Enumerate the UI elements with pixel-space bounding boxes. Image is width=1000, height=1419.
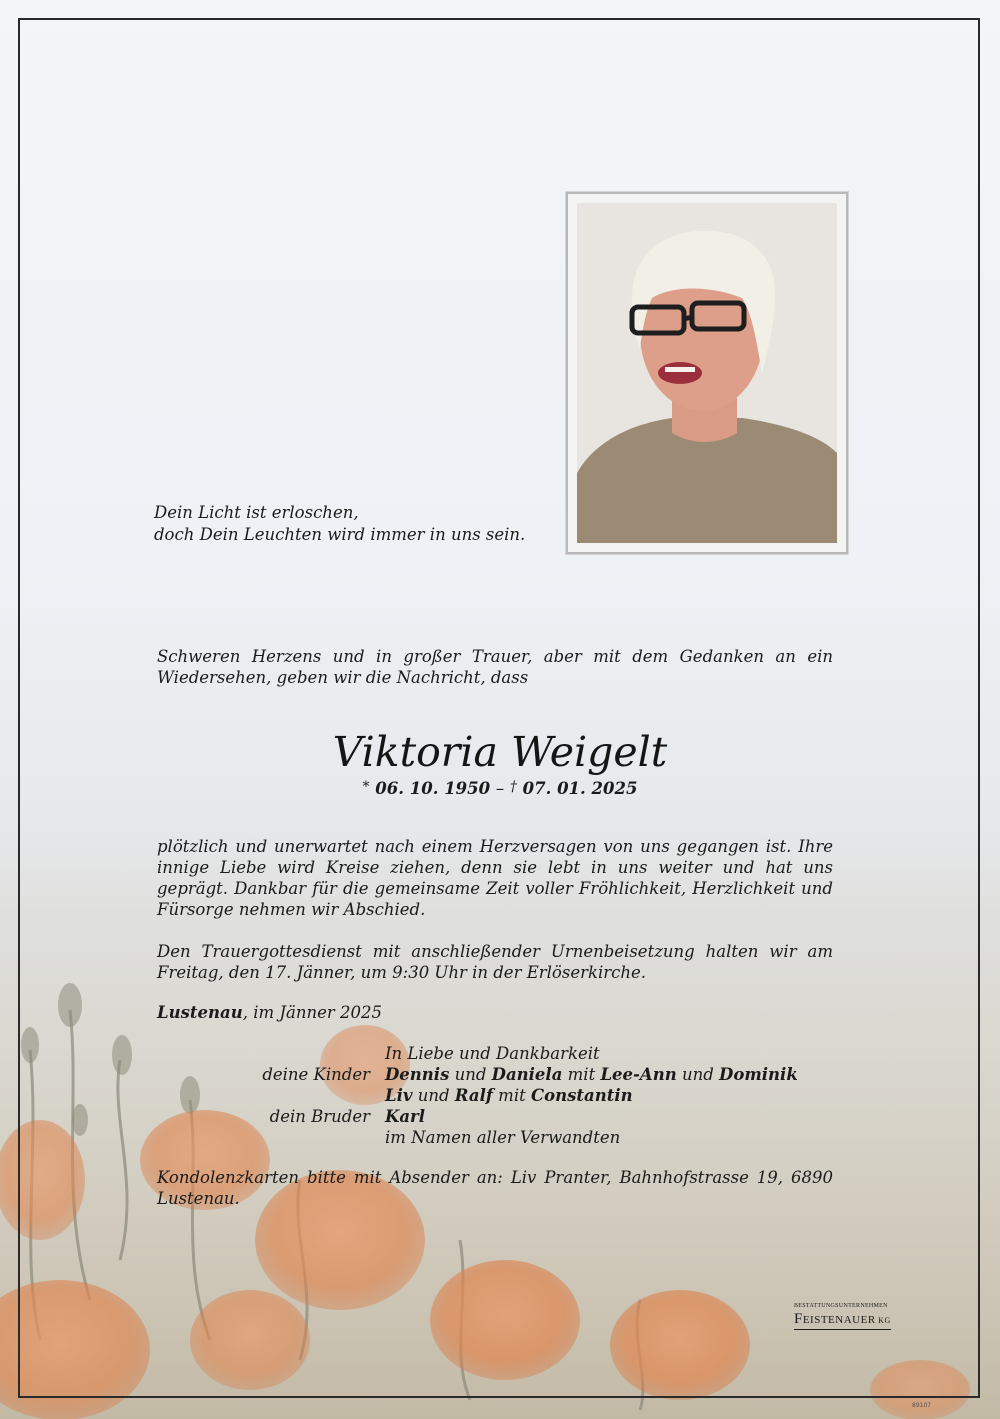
place-date-text: , im Jänner 2025 [242, 1003, 382, 1022]
mourners-closing: im Namen aller Verwandten [385, 1128, 621, 1147]
funeral-home-logo [794, 1303, 914, 1330]
conjunction: und [449, 1065, 492, 1084]
conjunction: mit [492, 1086, 531, 1105]
portrait-photo [577, 203, 837, 543]
death-date: 07. 01. 2025 [522, 779, 638, 798]
place-date [157, 1002, 382, 1023]
quote-line-1: Dein Licht ist erloschen, [154, 503, 359, 522]
service-paragraph: Den Trauergottesdienst mit anschließender Urnenbeisetzung halten wir am Freitag, den 17. Jänner, um 9:30 Uhr in der Erlöserkirche. [157, 942, 833, 982]
logo-tagline: BESTATTUNGSUNTERNEHMEN [794, 1303, 888, 1309]
quote-line-2: doch Dein Leuchten wird immer in uns sein. [154, 525, 526, 544]
logo-name [794, 1311, 891, 1330]
announcement-paragraph: plötzlich und unerwartet nach einem Herzversagen von uns gegangen ist. Ihre innige Liebe wird Kreise ziehen, denn sie lebt in uns weiter und hat uns geprägt. Dankbar für die gemeinsame Zeit voller Fröhlichkeit, Herzlichkeit und Fürsorge nehmen wir Abschied. [157, 837, 833, 919]
child-name: Dennis [385, 1065, 450, 1084]
birth-date: 06. 10. 1950 [375, 779, 491, 798]
children-names-line-1 [385, 1064, 860, 1085]
mourners-opening-row [200, 1043, 860, 1064]
memorial-quote [154, 502, 574, 546]
logo-wordmark: Feistenauer [794, 1311, 876, 1327]
grandchild-name: Dominik [719, 1065, 798, 1084]
child-name: Daniela [491, 1065, 563, 1084]
children-names-line-2 [385, 1085, 860, 1106]
closing-row [200, 1127, 860, 1148]
portrait-frame [566, 192, 848, 554]
life-dates [0, 776, 1000, 800]
deceased-name: Viktoria Weigelt [332, 728, 668, 776]
conjunction: und [676, 1065, 720, 1084]
print-code: 89107 [912, 1402, 932, 1409]
brother-row [200, 1106, 860, 1127]
grandchild-name: Lee-Ann [600, 1065, 677, 1084]
place-city: Lustenau [157, 1003, 243, 1022]
birth-symbol: * [362, 779, 370, 795]
child-name: Liv [385, 1086, 413, 1105]
child-name: Ralf [454, 1086, 493, 1105]
children-row-2 [200, 1085, 860, 1106]
conjunction: mit [562, 1065, 601, 1084]
brother-label: dein Bruder [269, 1107, 370, 1126]
children-label: deine Kinder [262, 1065, 370, 1084]
death-symbol: † [509, 779, 517, 795]
logo-suffix: KG [875, 1316, 891, 1325]
conjunction: und [412, 1086, 455, 1105]
children-row [200, 1064, 860, 1085]
brother-name: Karl [385, 1107, 425, 1126]
date-separator: – [495, 779, 505, 798]
mourners-opening: In Liebe und Dankbarkeit [385, 1044, 600, 1063]
intro-paragraph: Schweren Herzens und in großer Trauer, aber mit dem Gedanken an ein Wiedersehen, geben wir die Nachricht, dass [157, 647, 833, 687]
mourners-block [200, 1043, 860, 1148]
grandchild-name: Constantin [530, 1086, 633, 1105]
condolence-note: Kondolenzkarten bitte mit Absender an: Liv Pranter, Bahnhofstrasse 19, 6890 Lustenau. [157, 1168, 833, 1208]
